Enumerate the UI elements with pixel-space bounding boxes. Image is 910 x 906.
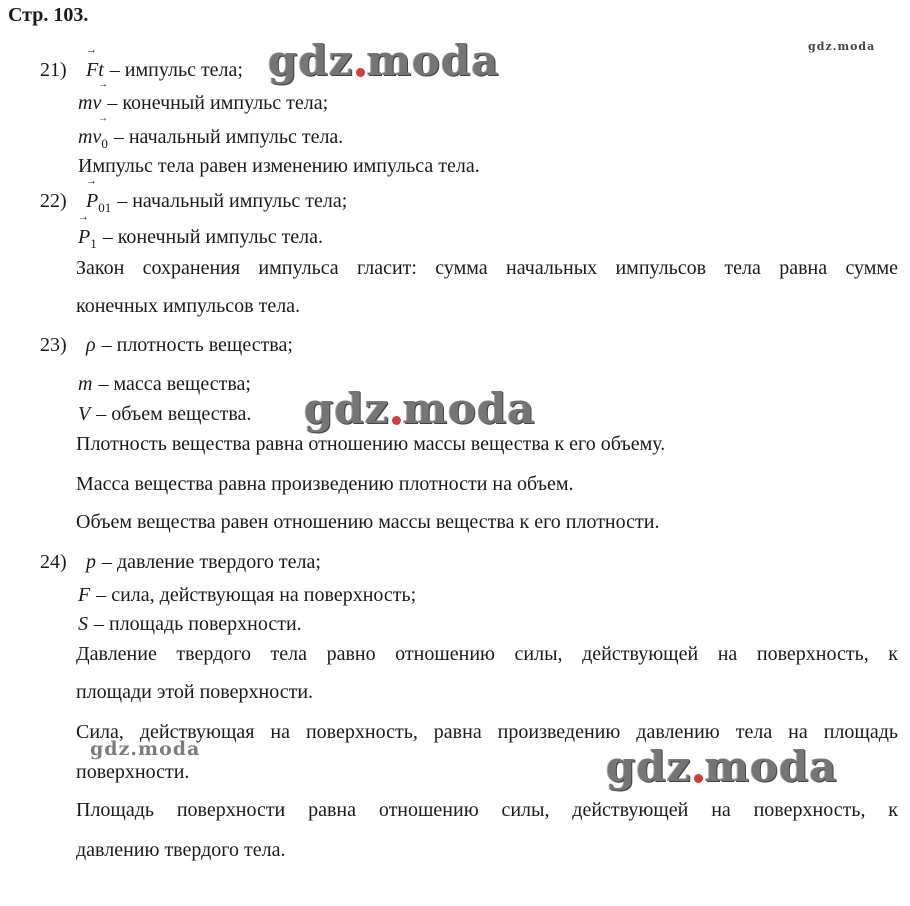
vector-symbol: → Ft — [86, 58, 104, 82]
watermark-logo: gdz moda — [268, 36, 500, 85]
watermark-small: gdz.moda — [808, 40, 876, 53]
item-number: 24) — [40, 551, 67, 573]
item-text: – плотность вещества; — [101, 334, 293, 356]
item-23-line-1 — [40, 333, 293, 357]
item-22-line-3: Закон сохранения импульса гласит: сумма начальных импульсов тела равна сумме — [76, 257, 898, 279]
symbol: F — [78, 584, 91, 606]
item-text: – объем вещества. — [96, 403, 252, 425]
watermark-dot — [356, 68, 365, 77]
item-21-line-3 — [78, 125, 343, 156]
symbol: p — [86, 551, 96, 573]
watermark-dot — [694, 774, 703, 783]
item-text: – конечный импульс тела. — [102, 226, 324, 248]
vector-symbol: → $P_{01}$ — [86, 189, 111, 220]
item-24-line-4: Давление твердого тела равно отношению силы, действующей на поверхность, к — [76, 643, 898, 665]
item-text: – площадь поверхности. — [94, 613, 302, 635]
item-24-line-7: поверхности. — [76, 761, 190, 783]
symbol: ρ — [86, 334, 96, 356]
item-23-line-6: Объем вещества равен отношению массы вещества к его плотности. — [76, 511, 660, 533]
item-23-line-4: Плотность вещества равна отношению массы вещества к его объему. — [76, 433, 666, 455]
item-text: – масса вещества; — [98, 373, 251, 395]
item-number: 21) — [40, 59, 67, 81]
item-22-line-4: конечных импульсов тела. — [76, 295, 301, 317]
vector-symbol: → mv — [78, 91, 101, 115]
item-24-line-3 — [78, 612, 302, 636]
item-24-line-5: площади этой поверхности. — [76, 681, 314, 703]
vector-symbol: → $P_1$ — [78, 225, 97, 256]
page-title: Стр. 103. — [8, 4, 89, 26]
item-text: – импульс тела; — [109, 59, 243, 81]
watermark-logo: gdz moda — [304, 384, 536, 433]
item-text: – конечный импульс тела; — [107, 92, 329, 114]
item-22-line-2 — [78, 225, 323, 256]
vector-symbol: → $mv_0$ — [78, 125, 108, 156]
item-24-line-2 — [78, 583, 416, 607]
watermark-mid: gdz.moda — [90, 738, 201, 760]
item-23-line-2 — [78, 372, 251, 396]
item-number: 23) — [40, 334, 67, 356]
item-number: 22) — [40, 190, 67, 212]
item-text: – давление твердого тела; — [102, 551, 321, 573]
item-text: – сила, действующая на поверхность; — [96, 584, 417, 606]
item-23-line-3 — [78, 402, 251, 426]
watermark-logo: gdz moda — [606, 742, 838, 791]
watermark-dot — [392, 416, 401, 425]
item-21-line-1 — [40, 58, 243, 82]
item-24-line-9: давлению твердого тела. — [76, 839, 286, 861]
symbol: S — [78, 613, 88, 635]
symbol: V — [78, 403, 91, 425]
item-24-line-6: Сила, действующая на поверхность, равна произведению давлению тела на площадь — [76, 721, 898, 743]
item-24-line-1 — [40, 550, 321, 574]
item-24-line-8: Площадь поверхности равна отношению силы, действующей на поверхность, к — [76, 799, 898, 821]
item-text: – начальный импульс тела. — [113, 126, 344, 148]
symbol: m — [78, 373, 93, 395]
item-21-line-2 — [78, 91, 328, 115]
item-text: – начальный импульс тела; — [117, 190, 348, 212]
item-21-line-4: Импульс тела равен изменению импульса тела. — [78, 155, 480, 177]
item-23-line-5: Масса вещества равна произведению плотности на объем. — [76, 473, 574, 495]
